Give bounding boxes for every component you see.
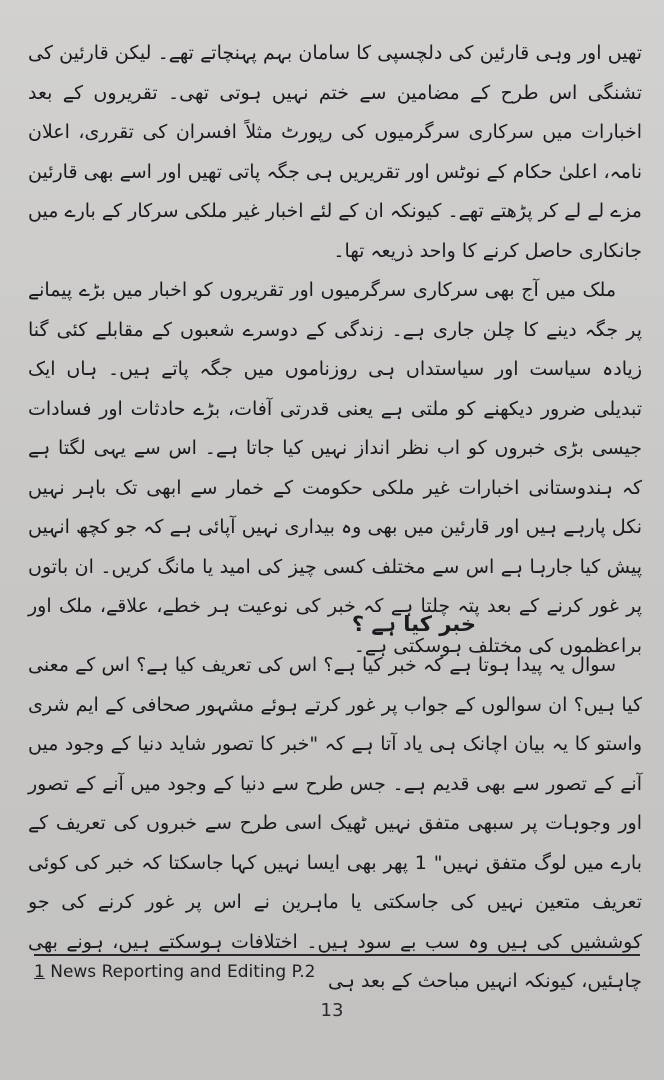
footnote-text: News Reporting and Editing P.2 [44,962,316,982]
page-number: 13 [320,1000,344,1021]
paragraph: سوال یہ پیدا ہوتا ہے کہ خبر کیا ہے؟ اس کی تعریف کیا ہے؟ اس کے معنی کیا ہیں؟ ان سوالوں کے جواب پر غور کرتے ہوئے مشہور صحافی کے ایم شری واستو کا یہ بیان اچانک ہی یاد آتا ہے کہ "خبر کا تصور شاید دنیا کے وجود میں آنے کے تصور سے بھی قدیم ہے۔ جس طرح سے دنیا کے وجود میں آنے کے تصور اور وجوہات پر سبھی متفق نہیں ٹھیک اسی طرح سے خبروں کی تعریف کے بارے میں لوگ متفق نہیں" 1 پھر بھی ایسا نہیں کہا جاسکتا کہ خبر کی کوئی تعریف متعین نہیں کی جاسکتی یا ماہرین نے اس پر غور کرنے کی جو کوششیں کی ہیں وہ سب بے سود ہیں۔ اختلافات ہوسکتے ہیں، ہونے بھی چاہئیں، کیونکہ انہیں مباحث کے بعد ہی [28,654,642,992]
footnote-number: 1 [34,962,45,982]
body-text-top [28,34,642,666]
footnote-divider [34,954,640,956]
footnote [34,962,315,982]
paragraph: ملک میں آج بھی سرکاری سرگرمیوں اور تقریروں کو اخبار میں بڑے پیمانے پر جگہ دینے کا چلن جاری ہے۔ زندگی کے دوسرے شعبوں کے مقابلے کئی گنا زیادہ سیاست اور سیاستداں ہی روزناموں میں جگہ پاتے ہیں۔ ہاں ایک تبدیلی ضرور دیکھنے کو ملتی ہے یعنی قدرتی آفات، بڑے حادثات اور فسادات جیسی بڑی خبروں کو اب نظر انداز نہیں کیا جاتا ہے۔ اس سے یہی لگتا ہے کہ ہندوستانی اخبارات غیر ملکی حکومت کے خمار سے ابھی تک باہر نہیں نکل پارہے ہیں اور قارئین میں بھی وہ بیداری نہیں آپائی ہے کہ جو کچھ انہیں پیش کیا جارہا ہے اس سے مختلف کسی چیز کی امید یا مانگ کریں۔ ان باتوں پر غور کرنے کے بعد پتہ چلتا ہے کہ خبر کی نوعیت ہر خطے، علاقے، ملک اور براعظموں کی مختلف ہوسکتی ہے۔ [28,279,642,657]
section-heading: خبر کیا ہے ؟ [351,612,476,636]
body-text-bottom [28,646,642,1002]
paragraph: تھیں اور وہی قارئین کی دلچسپی کا سامان بہم پہنچاتے تھے۔ لیکن قارئین کی تشنگی اس طرح کے مضامین سے ختم نہیں ہوتی تھی۔ تقریروں کے بعد اخبارات میں سرکاری سرگرمیوں کی رپورٹ مثلاً افسران کی تقرری، اعلان نامہ، اعلیٰ حکام کے نوٹس اور تقریریں ہی جگہ پاتی تھیں اور اسے بھی قارئین مزے لے لے کر پڑھتے تھے۔ کیونکہ ان کے لئے اخبار غیر ملکی سرکار کے بارے میں جانکاری حاصل کرنے کا واحد ذریعہ تھا۔ [28,42,642,262]
